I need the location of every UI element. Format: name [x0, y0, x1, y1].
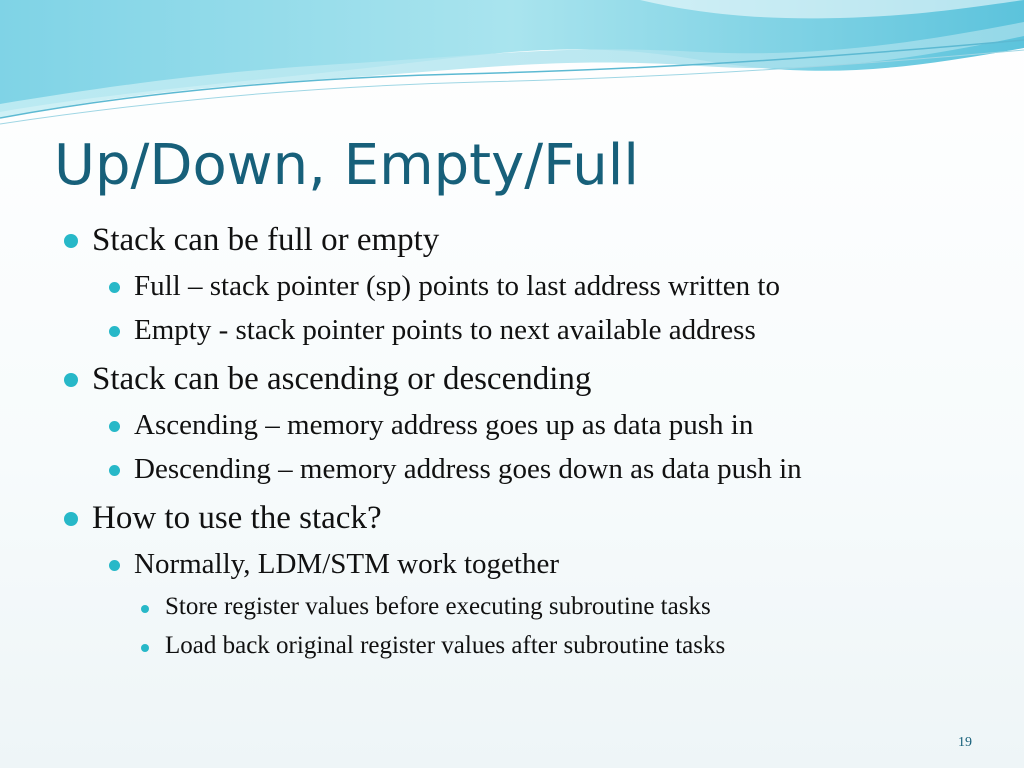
sub-bullet-marker — [109, 421, 120, 432]
sub-bullet-item: Descending – memory address goes down as data push in — [134, 453, 802, 485]
sub-bullet-item: Empty - stack pointer points to next available address — [134, 314, 756, 346]
page-number: 19 — [958, 735, 972, 750]
bullet-marker — [64, 373, 78, 387]
sub-sub-bullet-item: Load back original register values after subroutine tasks — [165, 632, 726, 659]
sub-bullet-item: Normally, LDM/STM work together — [134, 548, 560, 580]
slide-title: Up/Down, Empty/Full — [54, 133, 639, 198]
sub-bullet-item: Full – stack pointer (sp) points to last address written to — [134, 270, 780, 302]
sub-bullet-item: Ascending – memory address goes up as data push in — [134, 409, 754, 441]
sub-bullet-marker — [109, 282, 120, 293]
sub-sub-bullet-marker — [141, 605, 149, 613]
sub-sub-bullet-item: Store register values before executing subroutine tasks — [165, 593, 711, 620]
sub-bullet-marker — [109, 326, 120, 337]
sub-bullet-marker — [109, 465, 120, 476]
sub-bullet-marker — [109, 560, 120, 571]
bullet-marker — [64, 234, 78, 248]
sub-sub-bullet-marker — [141, 644, 149, 652]
bullet-item: How to use the stack? — [92, 500, 382, 536]
bullet-item: Stack can be ascending or descending — [92, 361, 592, 397]
bullet-item: Stack can be full or empty — [92, 222, 440, 258]
bullet-marker — [64, 512, 78, 526]
